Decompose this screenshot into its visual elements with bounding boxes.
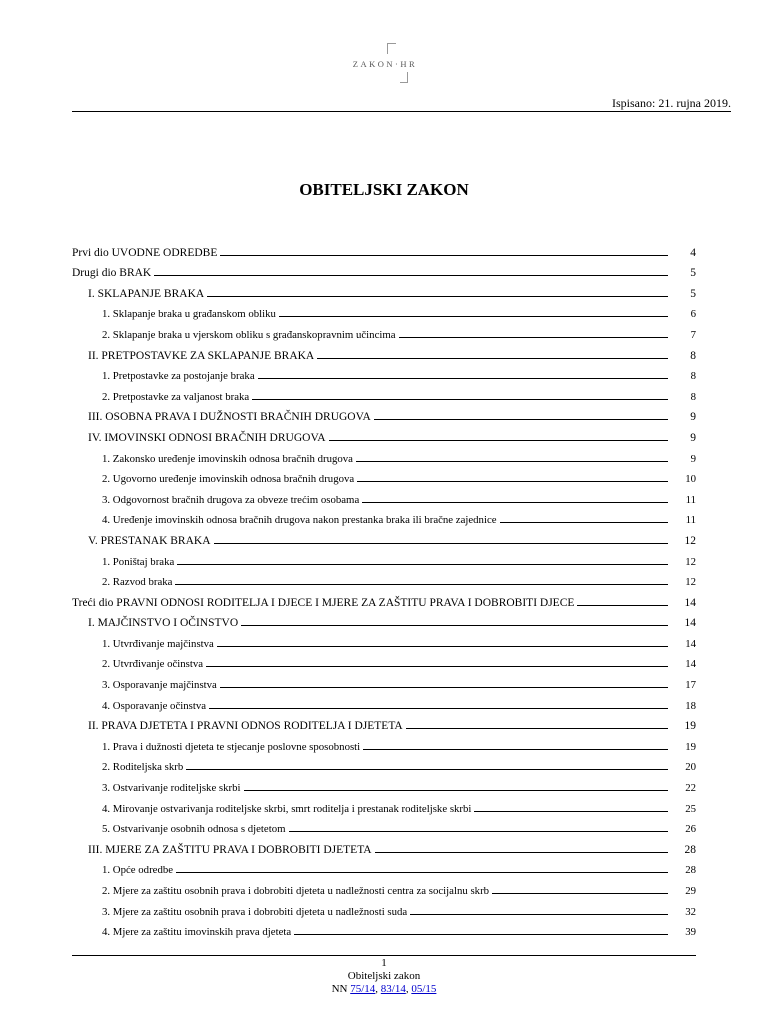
toc-entry-label: Treći dio PRAVNI ODNOSI RODITELJA I DJECE I MJERE ZA ZAŠTITU PRAVA I DOBROBITI DJECE xyxy=(72,596,575,609)
toc-entry[interactable] xyxy=(72,609,696,630)
toc-leader-line xyxy=(399,337,668,338)
toc-entry-label: 1. Sklapanje braka u građanskom obliku xyxy=(102,308,276,321)
toc-entry[interactable] xyxy=(72,897,696,918)
toc-leader-line xyxy=(289,831,668,832)
toc-entry-page: 39 xyxy=(685,926,696,939)
gazette-link-3[interactable]: 05/15 xyxy=(411,983,437,995)
toc-entry-page: 11 xyxy=(685,493,696,506)
toc-entry-page: 10 xyxy=(685,473,696,486)
toc-entry-label: 1. Opće odredbe xyxy=(102,864,174,877)
header-divider xyxy=(72,111,731,112)
toc-entry[interactable] xyxy=(72,629,696,650)
table-of-contents xyxy=(72,238,696,938)
toc-entry-label: 2. Razvod braka xyxy=(102,576,173,589)
toc-entry-page: 14 xyxy=(684,617,696,630)
toc-entry-label: 2. Roditeljska skrb xyxy=(102,761,184,774)
toc-entry-page: 14 xyxy=(685,658,696,671)
toc-leader-line xyxy=(356,461,668,462)
toc-entry-label: 5. Ostvarivanje osobnih odnosa s djetetom xyxy=(102,823,286,836)
toc-entry-label: V. PRESTANAK BRAKA xyxy=(88,534,211,547)
toc-entry-label: III. MJERE ZA ZAŠTITU PRAVA I DOBROBITI DJETETA xyxy=(88,843,372,856)
toc-leader-line xyxy=(186,769,668,770)
toc-leader-line xyxy=(252,399,668,400)
toc-leader-line xyxy=(154,275,668,276)
toc-entry-page: 7 xyxy=(690,328,696,341)
toc-entry-label: III. OSOBNA PRAVA I DUŽNOSTI BRAČNIH DRUGOVA xyxy=(88,411,371,424)
toc-entry-label: 1. Utvrđivanje majčinstva xyxy=(102,637,214,650)
toc-leader-line xyxy=(209,708,668,709)
toc-entry-label: 3. Ostvarivanje roditeljske skrbi xyxy=(102,782,241,795)
toc-entry-page: 11 xyxy=(685,514,696,527)
toc-entry-page: 5 xyxy=(690,267,696,280)
logo-mark-top xyxy=(387,43,396,54)
toc-entry-page: 12 xyxy=(685,555,696,568)
toc-entry-page: 14 xyxy=(685,637,696,650)
toc-leader-line xyxy=(406,728,668,729)
toc-leader-line xyxy=(294,934,668,935)
footer-divider xyxy=(72,955,696,956)
toc-entry-page: 4 xyxy=(690,246,696,259)
toc-entry-label: I. SKLAPANJE BRAKA xyxy=(88,287,205,300)
toc-entry[interactable] xyxy=(72,506,696,527)
gazette-link-1[interactable]: 75/14 xyxy=(350,983,376,995)
toc-entry-label: Drugi dio BRAK xyxy=(72,267,152,280)
page-footer xyxy=(0,957,768,996)
toc-entry-label: 3. Osporavanje majčinstva xyxy=(102,679,217,692)
toc-entry-page: 8 xyxy=(690,390,696,403)
toc-entry-page: 20 xyxy=(685,761,696,774)
toc-entry-label: I. MAJČINSTVO I OČINSTVO xyxy=(88,617,239,630)
toc-entry-page: 32 xyxy=(685,905,696,918)
toc-entry-label: 4. Mjere za zaštitu imovinskih prava djeteta xyxy=(102,926,292,939)
logo-mark-bottom xyxy=(400,72,408,83)
toc-entry[interactable] xyxy=(72,588,696,609)
toc-entry-label: 3. Mjere za zaštitu osobnih prava i dobrobiti djeteta u nadležnosti suda xyxy=(102,905,408,918)
toc-leader-line xyxy=(329,440,668,441)
toc-entry-page: 12 xyxy=(684,534,696,547)
toc-entry-page: 17 xyxy=(685,679,696,692)
toc-leader-line xyxy=(177,564,668,565)
toc-entry[interactable] xyxy=(72,650,696,671)
toc-entry[interactable] xyxy=(72,547,696,568)
toc-leader-line xyxy=(241,625,668,626)
toc-entry-page: 22 xyxy=(685,782,696,795)
toc-entry[interactable] xyxy=(72,568,696,589)
toc-entry-page: 19 xyxy=(685,740,696,753)
toc-entry-label: 3. Odgovornost bračnih drugova za obveze trećim osobama xyxy=(102,493,360,506)
toc-entry-label: II. PRETPOSTAVKE ZA SKLAPANJE BRAKA xyxy=(88,349,315,362)
toc-entry[interactable] xyxy=(72,320,696,341)
toc-entry[interactable] xyxy=(72,444,696,465)
document-title: OBITELJSKI ZAKON xyxy=(299,180,469,199)
toc-leader-line xyxy=(279,316,668,317)
toc-entry-label: 1. Pretpostavke za postojanje braka xyxy=(102,370,255,383)
toc-leader-line xyxy=(410,914,668,915)
toc-entry[interactable] xyxy=(72,876,696,897)
toc-entry-page: 19 xyxy=(684,720,696,733)
toc-entry-label: 4. Uređenje imovinskih odnosa bračnih drugova nakon prestanka braka ili bračne zajednice xyxy=(102,514,497,527)
toc-entry[interactable] xyxy=(72,382,696,403)
toc-leader-line xyxy=(362,502,668,503)
toc-leader-line xyxy=(214,543,668,544)
toc-entry-page: 9 xyxy=(690,452,696,465)
toc-entry[interactable] xyxy=(72,691,696,712)
toc-entry-label: 1. Zakonsko uređenje imovinskih odnosa bračnih drugova xyxy=(102,452,353,465)
toc-entry-label: 2. Mjere za zaštitu osobnih prava i dobrobiti djeteta u nadležnosti centra za socijalnu skrb xyxy=(102,885,490,897)
toc-leader-line xyxy=(492,893,668,894)
toc-entry-label: 4. Osporavanje očinstva xyxy=(102,699,207,712)
toc-entry-page: 6 xyxy=(690,308,696,321)
printed-date: Ispisano: 21. rujna 2019. xyxy=(612,96,731,110)
toc-leader-line xyxy=(258,378,668,379)
toc-entry-label: Prvi dio UVODNE ODREDBE xyxy=(72,246,218,259)
toc-leader-line xyxy=(175,584,668,585)
toc-entry[interactable] xyxy=(72,403,696,424)
toc-leader-line xyxy=(474,811,668,812)
toc-entry-label: 4. Mirovanje ostvarivanja roditeljske skrbi, smrt roditelja i prestanak roditeljske skrbi xyxy=(102,802,472,815)
toc-entry[interactable] xyxy=(72,300,696,321)
toc-leader-line xyxy=(217,646,668,647)
nn-prefix: NN xyxy=(331,983,348,995)
toc-entry-page: 8 xyxy=(690,370,696,383)
toc-entry-page: 28 xyxy=(684,843,696,856)
toc-entry-label: 2. Ugovorno uređenje imovinskih odnosa bračnih drugova xyxy=(102,473,355,486)
toc-leader-line xyxy=(220,255,668,256)
toc-entry-page: 28 xyxy=(685,864,696,877)
toc-entry[interactable] xyxy=(72,465,696,486)
toc-entry-label: 1. Poništaj braka xyxy=(102,555,175,568)
toc-entry[interactable] xyxy=(72,856,696,877)
toc-leader-line xyxy=(206,666,668,667)
zakon-hr-logo[interactable] xyxy=(340,40,430,90)
toc-entry[interactable] xyxy=(72,362,696,383)
toc-entry-page: 8 xyxy=(690,349,696,362)
toc-leader-line xyxy=(374,419,668,420)
toc-entry[interactable] xyxy=(72,670,696,691)
toc-entry[interactable] xyxy=(72,259,696,280)
toc-leader-line xyxy=(363,749,668,750)
toc-entry[interactable] xyxy=(72,732,696,753)
toc-entry[interactable] xyxy=(72,794,696,815)
toc-entry-page: 12 xyxy=(685,576,696,589)
toc-entry-label: II. PRAVA DJETETA I PRAVNI ODNOS RODITELJA I DJETETA xyxy=(88,720,403,733)
toc-entry-label: 2. Sklapanje braka u vjerskom obliku s građanskopravnim učincima xyxy=(102,328,396,341)
toc-leader-line xyxy=(577,605,668,606)
gazette-link-2[interactable]: 83/14 xyxy=(380,983,406,995)
toc-entry-page: 9 xyxy=(690,411,696,424)
toc-entry-label: 2. Pretpostavke za valjanost braka xyxy=(102,390,250,403)
toc-entry[interactable] xyxy=(72,773,696,794)
toc-entry-label: 1. Prava i dužnosti djeteta te stjecanje poslovne sposobnosti xyxy=(102,740,361,753)
toc-entry-page: 9 xyxy=(690,431,696,444)
toc-entry[interactable] xyxy=(72,753,696,774)
toc-entry[interactable] xyxy=(72,341,696,362)
toc-leader-line xyxy=(375,852,668,853)
toc-entry-page: 5 xyxy=(690,287,696,300)
toc-entry[interactable] xyxy=(72,279,696,300)
toc-entry[interactable] xyxy=(72,238,696,259)
toc-entry[interactable] xyxy=(72,815,696,836)
toc-leader-line xyxy=(220,687,668,688)
toc-entry-label: IV. IMOVINSKI ODNOSI BRAČNIH DRUGOVA xyxy=(88,431,326,444)
toc-entry-page: 14 xyxy=(684,596,696,609)
logo-text: ZAKON·HR xyxy=(352,59,418,69)
toc-entry[interactable] xyxy=(72,485,696,506)
toc-entry[interactable] xyxy=(72,712,696,733)
toc-entry-label: 2. Utvrđivanje očinstva xyxy=(102,658,204,671)
toc-leader-line xyxy=(357,481,668,482)
toc-entry-page: 18 xyxy=(685,699,696,712)
footer-gazette-refs: NN 75/14, 83/14, 05/15 xyxy=(331,983,437,995)
toc-entry[interactable] xyxy=(72,918,696,939)
toc-entry[interactable] xyxy=(72,423,696,444)
page-number: 1 xyxy=(381,957,387,969)
toc-entry-page: 25 xyxy=(685,802,696,815)
toc-leader-line xyxy=(176,872,668,873)
footer-doc-name: Obiteljski zakon xyxy=(347,970,421,982)
toc-entry-page: 29 xyxy=(685,885,696,897)
toc-entry-page: 26 xyxy=(685,823,696,836)
toc-entry[interactable] xyxy=(72,835,696,856)
toc-leader-line xyxy=(207,296,668,297)
toc-leader-line xyxy=(244,790,668,791)
toc-entry[interactable] xyxy=(72,526,696,547)
toc-leader-line xyxy=(317,358,668,359)
toc-leader-line xyxy=(500,522,668,523)
